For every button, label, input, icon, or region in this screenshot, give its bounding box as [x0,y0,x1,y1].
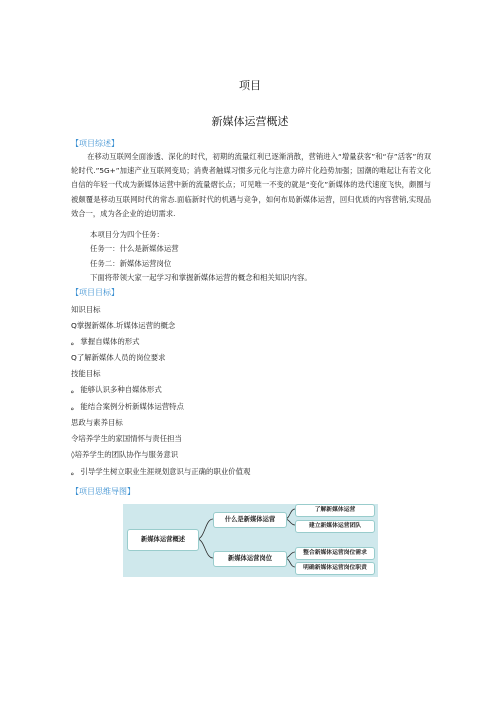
bullet-mark: 。 [71,337,79,346]
bullet-mark: 。 [71,402,79,411]
overview-paragraph-text: 在移动互联网全面渗透、深化的时代，初期的流量红利已逐渐消散，营销进入“增量获客”和“存”活客”的双轮时代.”5G+”加速产业互联网变局；消费者触媒习惯多元化与注意力碎片化趋势加强；国潮的唯起让有若文化自信的年轻一代成为新媒体运营中新的流量熠长点；可见唯一不变的就是“变化”新媒体的迭代速度飞快，颇圈与被颇覆是移动互联网时代的常态.面临新时代的机遇与竞争，如何布局新媒体运营，回归优质的内容营销,实现品效合一，成为各企业的迫切需求. [71,152,431,218]
mindmap-leaf-understand: 了解新媒体运营 [295,504,375,517]
knowledge-goal-1: Q掌握新媒体.圻媒体运营的概念 [71,321,176,330]
bullet-mark: 。 [71,385,79,394]
page-subtitle: 新媒体运营概述 [211,115,289,128]
quality-goal-3 [71,466,250,477]
knowledge-goal-2 [71,336,140,347]
bullet-mark: 。 [71,467,79,476]
mindmap-tag: 【项目思维导图】 [71,487,135,496]
skill-heading: 技能目标 [71,369,101,378]
skill-goal-2 [71,401,184,412]
knowledge-goal-2-text: 掌握自媒体的形式 [80,337,140,346]
tasks-intro: 本项目分为四个任务： [90,230,164,239]
task-two: 任务二：新媒体运营岗位 [90,259,172,268]
quality-goal-3-text: 引导学生树立职业生涯规划意识与正确的职业价值观 [80,467,251,476]
skill-goal-2-text: 能结合案例分析新媒体运营特点 [80,402,184,411]
page-title: 项目 [239,79,261,92]
mindmap-leaf-duties: 明确新媒体运营岗位职责 [295,562,375,575]
overview-paragraph [71,150,431,221]
knowledge-heading: 知识目标 [71,305,101,314]
quality-heading: 思政与素养目标 [71,418,123,427]
overview-closing: 下面将带领大家一起学习和掌握新媒体运营的概念和相关知识内容。 [90,273,312,282]
task-one: 任务一：什么是新媒体运营 [90,244,179,253]
quality-goal-1: 令培养学生的家国情怀与责任担当 [71,434,182,443]
overview-tag: 【项目综述】 [71,139,119,148]
mindmap-branch-what-is: 什么是新媒体运营 [213,512,287,528]
mindmap-diagram [123,504,378,577]
mindmap-root-node: 新媒体运营概述 [127,529,199,551]
mindmap-branch-positions: 新媒体运营岗位 [213,551,287,567]
skill-goal-1-text: 能够认识多种自媒体形式 [80,385,162,394]
quality-goal-2: ◊培养学生的团队协作与服务意识 [71,450,179,459]
goals-tag: 【项目目标】 [71,288,119,297]
knowledge-goal-3: Q了解新媒体人员的岗位要求 [71,353,166,362]
mindmap-leaf-requirements: 整合新媒体运营岗位需求 [295,547,375,560]
mindmap-leaf-team: 建立新媒体运营团队 [295,520,375,533]
skill-goal-1 [71,384,162,395]
